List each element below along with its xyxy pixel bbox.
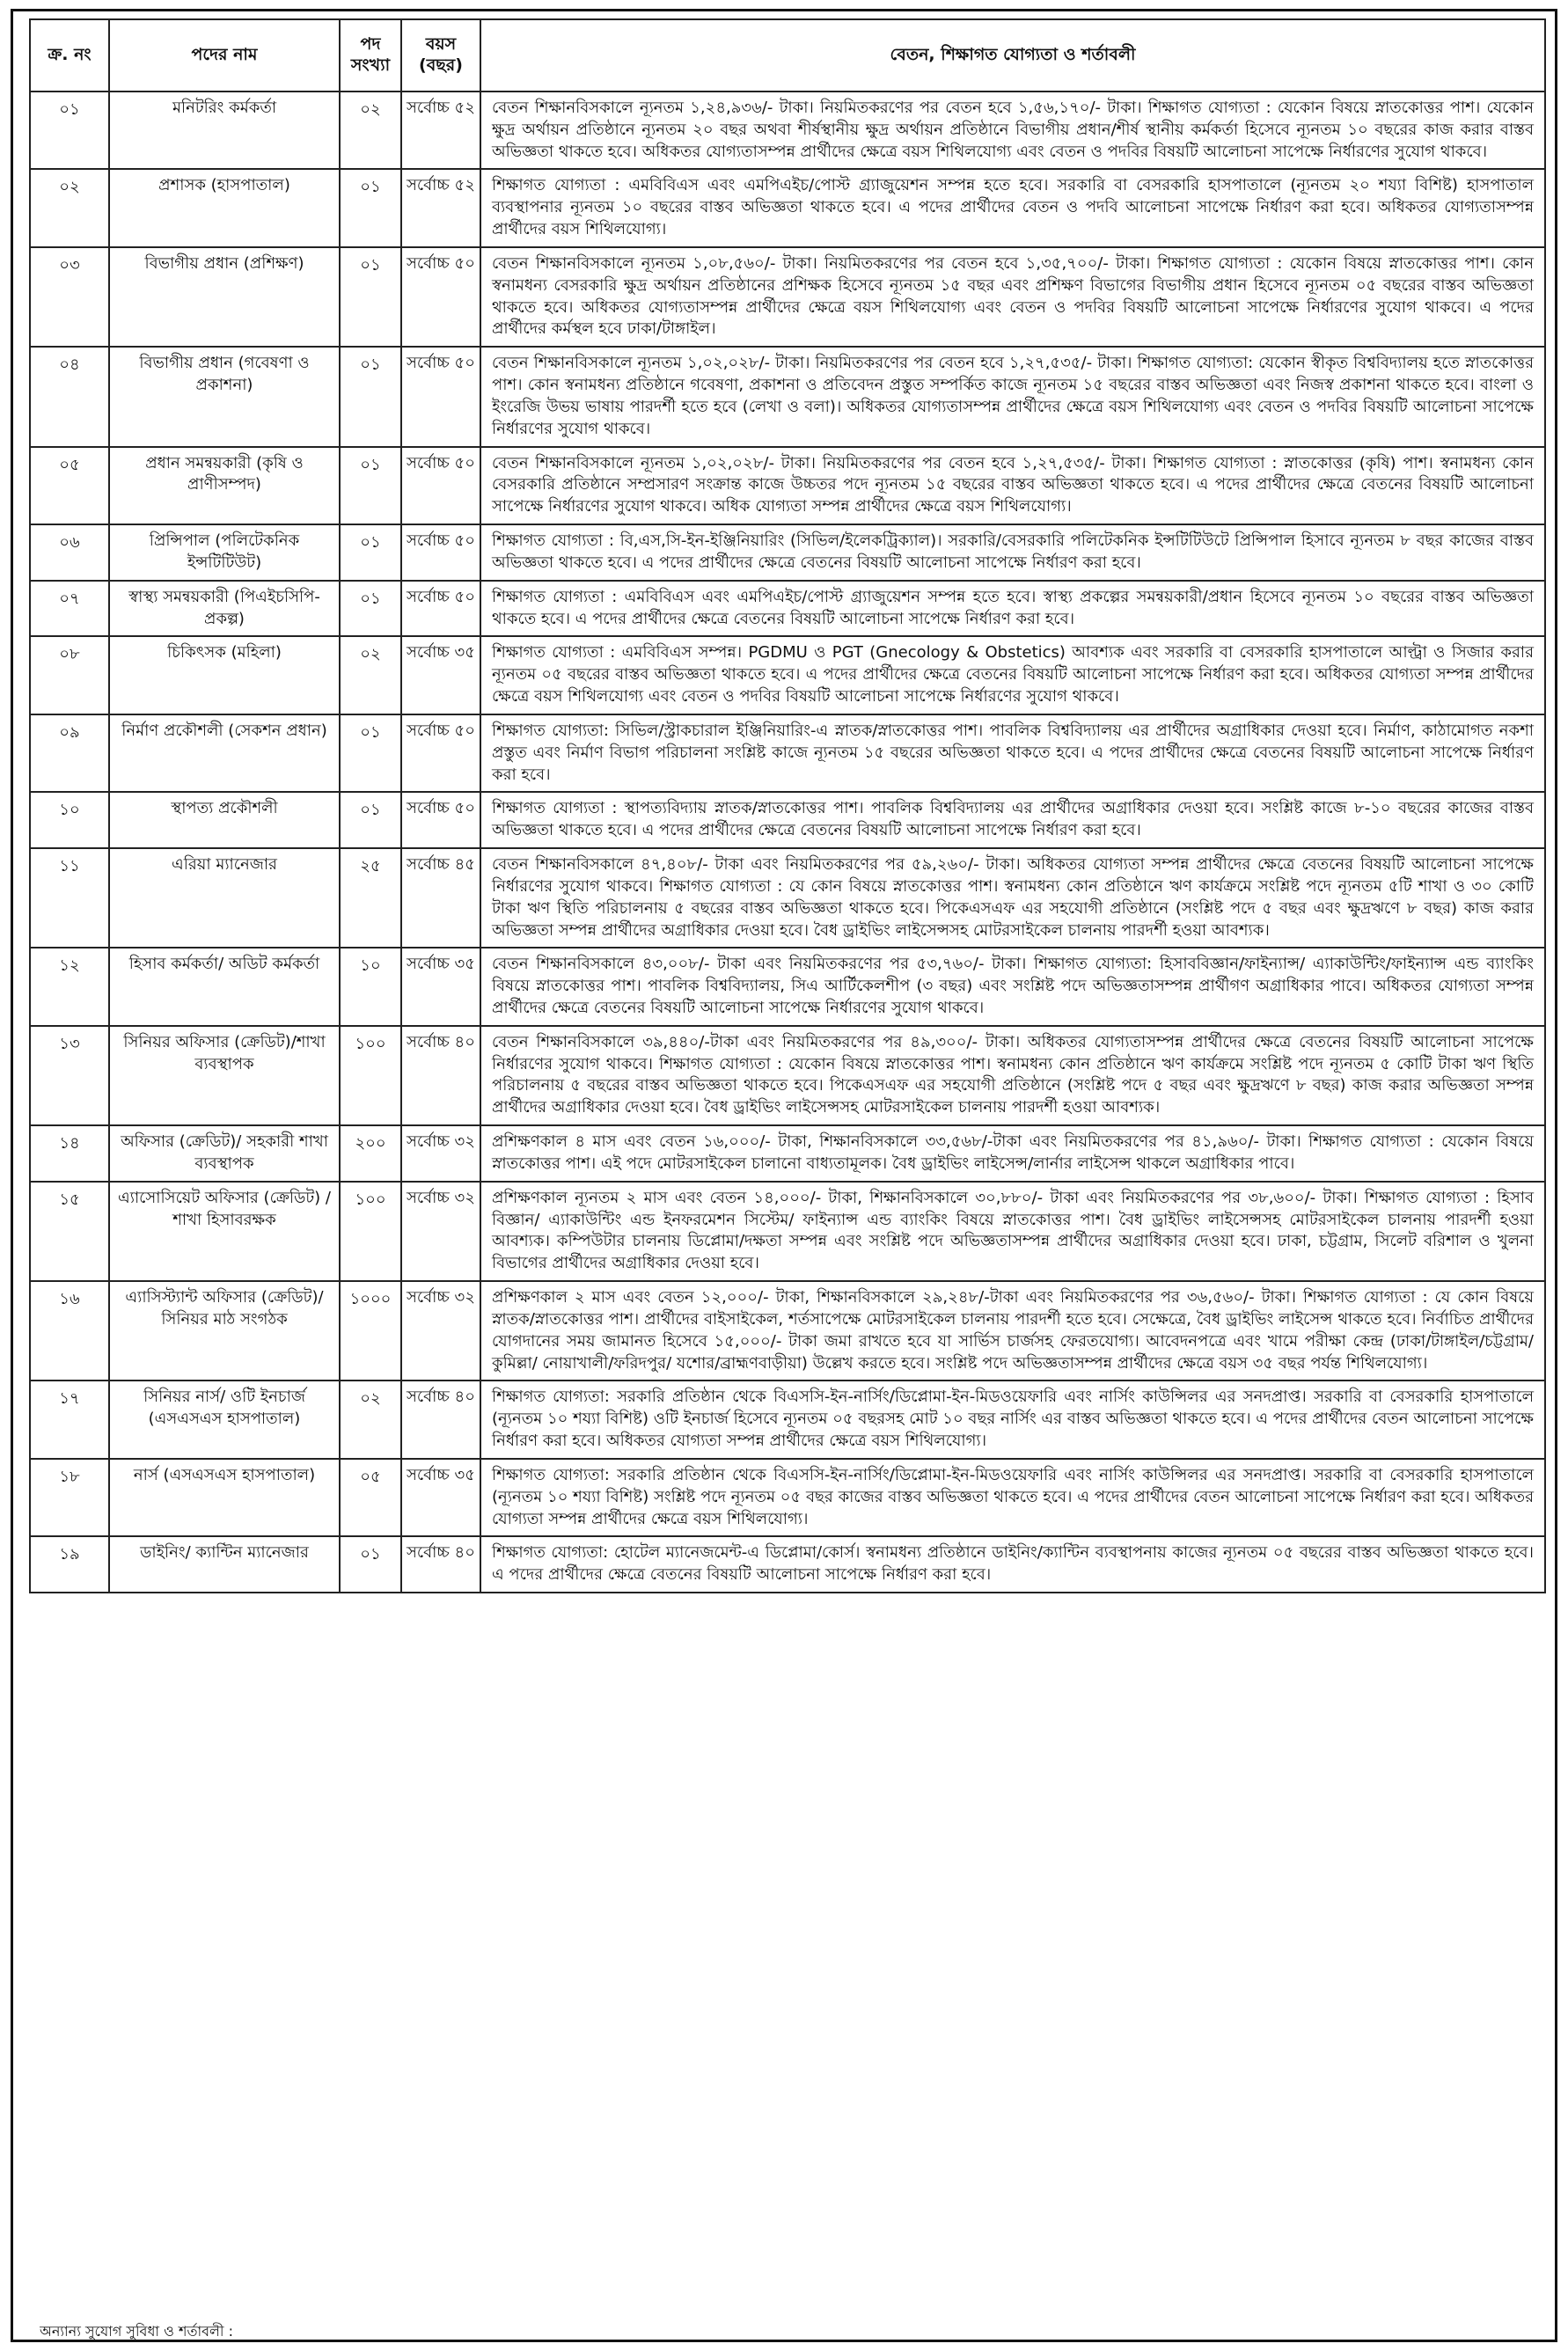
post-count-cell: ২৫	[340, 848, 401, 948]
serial-number-cell: ১৫	[30, 1182, 109, 1281]
post-name-cell: স্থাপত্য প্রকৌশলী	[109, 792, 340, 848]
details-cell: বেতন শিক্ষানবিসকালে ৪৩,০০৮/- টাকা এবং নিয়মিতকরণের পর ৫৩,৭৬০/- টাকা। শিক্ষাগত যোগ্যতা: হিসাববিজ্ঞান/ফাইন্যান্স/ এ্যাকাউন্টিং/ফাইন্যান্স এন্ড ব্যাংকিং বিষয়ে স্নাতকোত্তর পাশ। পাবলিক বিশ্ববিদ্যালয়, সিএ আর্টিকেলশীপ (৩ বছর) এবং সংশ্লিষ্ট পদে অভিজ্ঞতাসম্পন্ন প্রার্থীগণ অগ্রাধিকার পাবে। অধিকতর যোগ্যতা সম্পন্ন প্রার্থীদের ক্ষেত্রে বেতনের বিষয়টি আলোচনা সাপেক্ষে নির্ধারণের সুযোগ থাকবে।	[480, 948, 1545, 1025]
details-cell: প্রশিক্ষণকাল ২ মাস এবং বেতন ১২,০০০/- টাকা, শিক্ষানবিসকালে ২৯,২৪৮/-টাকা এবং নিয়মিতকরণের পর ৩৬,৫৬০/- টাকা। শিক্ষাগত যোগ্যতা : যে কোন বিষয়ে স্নাতক/স্নাতকোত্তর পাশ। প্রার্থীদের বাইসাইকেল, শর্তসাপেক্ষে মোটরসাইকেল চালনায় পারদর্শী হতে হবে। সেক্ষেত্রে, বৈধ ড্রাইভিং লাইসেন্স থাকতে হবে। নির্বাচিত প্রার্থীদের যোগদানের সময় জামানত হিসেবে ১৫,০০০/- টাকা জমা রাখতে হবে যা সার্ভিস চার্জসহ ফেরতযোগ্য। আবেদনপত্রে এবং খামে পরীক্ষা কেন্দ্র (ঢাকা/টাঙ্গাইল/চট্টগ্রাম/কুমিল্লা/ নোয়াখালী/ফরিদপুর/ যশোর/ব্রাহ্মণবাড়ীয়া) উল্লেখ করতে হবে। সংশ্লিষ্ট পদে অভিজ্ঞতাসম্পন্ন প্রার্থীদের ক্ষেত্রে বয়স ৩৫ বছর পর্যন্ত শিথিলযোগ্য।	[480, 1281, 1545, 1381]
post-count-cell: ১০০	[340, 1182, 401, 1281]
details-cell: শিক্ষাগত যোগ্যতা: হোটেল ম্যানেজমেন্ট-এ ডিপ্লোমা/কোর্স। স্বনামধন্য প্রতিষ্ঠানে ডাইনিং/ক্যান্টিন ব্যবস্থাপনায় কাজের ন্যূনতম ০৫ বছরের বাস্তব অভিজ্ঞতা থাকতে হবে। এ পদের প্রার্থীদের ক্ষেত্রে বেতনের বিষয়টি আলোচনা সাপেক্ষে নির্ধারণ করা হবে।	[480, 1536, 1545, 1593]
serial-number-cell: ১৯	[30, 1536, 109, 1593]
details-cell: বেতন শিক্ষানবিসকালে ন্যূনতম ১,২৪,৯৩৬/- টাকা। নিয়মিতকরণের পর বেতন হবে ১,৫৬,১৭০/- টাকা। শিক্ষাগত যোগ্যতা : যেকোন বিষয়ে স্নাতকোত্তর পাশ। যেকোন ক্ষুদ্র অর্থায়ন প্রতিষ্ঠানে ন্যূনতম ২০ বছর অথবা শীর্ষস্থানীয় ক্ষুদ্র অর্থায়ন প্রতিষ্ঠানে বিভাগীয় প্রধান/শীর্ষ স্থানীয় কর্মকর্তা হিসেবে ন্যূনতম ১০ বছরের কাজ করার বাস্তব অভিজ্ঞতা থাকতে হবে। অধিকতর যোগ্যতাসম্পন্ন প্রার্থীদের ক্ষেত্রে বয়স শিথিলযোগ্য এবং বেতন ও পদবির বিষয়টি আলোচনা সাপেক্ষে নির্ধারণের সুযোগ থাকবে।	[480, 92, 1545, 169]
footer-note: অন্যান্য সুযোগ সুবিধা ও শর্তাবলী :	[40, 2323, 233, 2340]
table-row	[30, 169, 1545, 246]
post-name-cell: প্রিন্সিপাল (পলিটেকনিক ইন্সটিটিউট)	[109, 524, 340, 581]
age-limit-cell: সর্বোচ্চ ৫০	[401, 247, 480, 347]
post-name-cell: বিভাগীয় প্রধান (প্রশিক্ষণ)	[109, 247, 340, 347]
post-name-cell: প্রশাসক (হাসপাতাল)	[109, 169, 340, 246]
serial-number-cell: ১৬	[30, 1281, 109, 1381]
details-cell: শিক্ষাগত যোগ্যতা : এমবিবিএস এবং এমপিএইচ/পোস্ট গ্র্যাজুয়েশন সম্পন্ন হতে হবে। স্বাস্থ্য প্রকল্পের সমন্বয়কারী/প্রধান হিসেবে ন্যূনতম ১০ বছরের বাস্তব অভিজ্ঞতা থাকতে হবে। এ পদের প্রার্থীদের ক্ষেত্রে বেতনের বিষয়টি আলোচনা সাপেক্ষে নির্ধারণ করা হবে।	[480, 581, 1545, 637]
post-count-cell: ০১	[340, 581, 401, 637]
details-cell: বেতন শিক্ষানবিসকালে ৩৯,৪৪০/-টাকা এবং নিয়মিতকরণের পর ৪৯,৩০০/- টাকা। অধিকতর যোগ্যতাসম্পন্ন প্রার্থীদের ক্ষেত্রে বেতনের বিষয়টি আলোচনা সাপেক্ষে নির্ধারণের সুযোগ থাকবে। শিক্ষাগত যোগ্যতা : যেকোন বিষয়ে স্নাতকোত্তর পাশ। স্বনামধন্য কোন প্রতিষ্ঠানে ঋণ কার্যক্রমে সংশ্লিষ্ট পদে ন্যূনতম ৫ কোটি টাকা ঋণ স্থিতি পরিচালনায় ৫ বছরের বাস্তব অভিজ্ঞতা থাকতে হবে। পিকেএসএফ এর সহযোগী প্রতিষ্ঠানে (সংশ্লিষ্ট পদে ৫ বছর এবং ক্ষুদ্রঋণে ৮ বছর) কাজ করার অভিজ্ঞতা সম্পন্ন প্রার্থীদের অগ্রাধিকার দেওয়া হবে। বৈধ ড্রাইভিং লাইসেন্সসহ মোটরসাইকেল চালনায় পারদর্শী হওয়া আবশ্যক।	[480, 1026, 1545, 1125]
details-cell: শিক্ষাগত যোগ্যতা : স্থাপত্যবিদ্যায় স্নাতক/স্নাতকোত্তর পাশ। পাবলিক বিশ্ববিদ্যালয় এর প্রার্থীদের অগ্রাধিকার দেওয়া হবে। সংশ্লিষ্ট কাজে ৮-১০ বছরের কাজের বাস্তব অভিজ্ঞতা থাকতে হবে। এ পদের প্রার্থীদের ক্ষেত্রে বেতনের বিষয়টি আলোচনা সাপেক্ষে নির্ধারণ করা হবে।	[480, 792, 1545, 848]
table-header-row	[30, 19, 1545, 92]
serial-number-cell: ১৭	[30, 1381, 109, 1458]
post-count-cell: ০১	[340, 447, 401, 524]
post-name-cell: সিনিয়র অফিসার (ক্রেডিট)/শাখা ব্যবস্থাপক	[109, 1026, 340, 1125]
table-row	[30, 347, 1545, 446]
header-post-name: পদের নাম	[109, 19, 340, 92]
age-limit-cell: সর্বোচ্চ ৩৫	[401, 636, 480, 714]
table-row	[30, 1381, 1545, 1458]
post-name-cell: এ্যাসিস্ট্যান্ট অফিসার (ক্রেডিট)/ সিনিয়র মাঠ সংগঠক	[109, 1281, 340, 1381]
serial-number-cell: ০১	[30, 92, 109, 169]
post-count-cell: ০২	[340, 1381, 401, 1458]
age-limit-cell: সর্বোচ্চ ৫০	[401, 347, 480, 446]
serial-number-cell: ১০	[30, 792, 109, 848]
post-name-cell: এ্যাসোসিয়েট অফিসার (ক্রেডিট) /শাখা হিসাবরক্ষক	[109, 1182, 340, 1281]
age-limit-cell: সর্বোচ্চ ৫০	[401, 524, 480, 581]
post-count-cell: ০১	[340, 347, 401, 446]
post-count-cell: ০১	[340, 714, 401, 792]
jobs-table-container	[29, 18, 1544, 1593]
table-row	[30, 524, 1545, 581]
details-cell: বেতন শিক্ষানবিসকালে ন্যূনতম ১,০২,০২৮/- টাকা। নিয়মিতকরণের পর বেতন হবে ১,২৭,৫৩৫/- টাকা। শিক্ষাগত যোগ্যতা : স্নাতকোত্তর (কৃষি) পাশ। স্বনামধন্য কোন বেসরকারি প্রতিষ্ঠানে সম্প্রসারণ সংক্রান্ত কাজে উচ্চতর পদে ন্যূনতম ১৫ বছরের বাস্তব অভিজ্ঞতা থাকতে হবে। এ পদের প্রার্থীদের ক্ষেত্রে বেতনের বিষয়টি আলোচনা সাপেক্ষে নির্ধারণের সুযোগ থাকবে। অধিক যোগ্যতা সম্পন্ন প্রার্থীদের ক্ষেত্রে বয়স শিথিলযোগ্য।	[480, 447, 1545, 524]
age-limit-cell: সর্বোচ্চ ৩২	[401, 1182, 480, 1281]
document-sheet	[11, 9, 1557, 2342]
details-cell: প্রশিক্ষণকাল ৪ মাস এবং বেতন ১৬,০০০/- টাকা, শিক্ষানবিসকালে ৩৩,৫৬৮/-টাকা এবং নিয়মিতকরণের পর ৪১,৯৬০/- টাকা। শিক্ষাগত যোগ্যতা : যেকোন বিষয়ে স্নাতকোত্তর পাশ। এই পদে মোটরসাইকেল চালানো বাধ্যতামূলক। বৈধ ড্রাইভিং লাইসেন্স/লার্নার লাইসেন্স থাকলে অগ্রাধিকার পাবে।	[480, 1125, 1545, 1182]
post-count-cell: ১০	[340, 948, 401, 1025]
table-row	[30, 792, 1545, 848]
table-row	[30, 247, 1545, 347]
serial-number-cell: ১৮	[30, 1459, 109, 1536]
serial-number-cell: ০৭	[30, 581, 109, 637]
serial-number-cell: ১৩	[30, 1026, 109, 1125]
post-name-cell: মনিটরিং কর্মকর্তা	[109, 92, 340, 169]
table-row	[30, 1026, 1545, 1125]
details-cell: প্রশিক্ষণকাল ন্যূনতম ২ মাস এবং বেতন ১৪,০০০/- টাকা, শিক্ষানবিসকালে ৩০,৮৮০/- টাকা এবং নিয়মিতকরণের পর ৩৮,৬০০/- টাকা। শিক্ষাগত যোগ্যতা : হিসাব বিজ্ঞান/ এ্যাকাউন্টিং এন্ড ইনফরমেশন সিস্টেম/ ফাইন্যান্স এন্ড ব্যাংকিং বিষয়ে স্নাতকোত্তর পাশ। বৈধ ড্রাইভিং লাইসেন্সসহ মোটরসাইকেল চালনায় পারদর্শী হওয়া আবশ্যক। কম্পিউটার চালনায় ডিপ্লোমা/দক্ষতা সম্পন্ন এবং সংশ্লিষ্ট পদে অভিজ্ঞতাসম্পন্ন প্রার্থীদের অগ্রাধিকার দেওয়া হবে। ঢাকা, চট্টগ্রাম, সিলেট বরিশাল ও খুলনা বিভাগের প্রার্থীদের অগ্রাধিকার দেওয়া হবে।	[480, 1182, 1545, 1281]
post-name-cell: চিকিৎসক (মহিলা)	[109, 636, 340, 714]
serial-number-cell: ০৪	[30, 347, 109, 446]
post-name-cell: এরিয়া ম্যানেজার	[109, 848, 340, 948]
age-limit-cell: সর্বোচ্চ ৫২	[401, 92, 480, 169]
post-name-cell: নির্মাণ প্রকৌশলী (সেকশন প্রধান)	[109, 714, 340, 792]
post-name-cell: প্রধান সমন্বয়কারী (কৃষি ও প্রাণীসম্পদ)	[109, 447, 340, 524]
post-count-cell: ১০০	[340, 1026, 401, 1125]
post-count-cell: ০১	[340, 1536, 401, 1593]
details-cell: বেতন শিক্ষানবিসকালে ৪৭,৪০৮/- টাকা এবং নিয়মিতকরণের পর ৫৯,২৬০/- টাকা। অধিকতর যোগ্যতা সম্পন্ন প্রার্থীদের ক্ষেত্রে বেতনের বিষয়টি আলোচনা সাপেক্ষে নির্ধারণের সুযোগ থাকবে। শিক্ষাগত যোগ্যতা : যে কোন বিষয়ে স্নাতকোত্তর পাশ। স্বনামধন্য কোন প্রতিষ্ঠানে ঋণ কার্যক্রমে সংশ্লিষ্ট পদে ন্যূনতম ৫টি শাখা ও ৩০ কোটি টাকা ঋণ স্থিতি পরিচালনায় ৫ বছরের বাস্তব অভিজ্ঞতা থাকতে হবে। পিকেএসএফ এর সহযোগী প্রতিষ্ঠানে (সংশ্লিষ্ট পদে ৫ বছর এবং ক্ষুদ্রঋণে ৮ বছর) কাজ করার অভিজ্ঞতা সম্পন্ন প্রার্থীদের অগ্রাধিকার দেওয়া হবে। বৈধ ড্রাইভিং লাইসেন্সসহ মোটরসাইকেল চালনায় পারদর্শী হওয়া আবশ্যক।	[480, 848, 1545, 948]
serial-number-cell: ০২	[30, 169, 109, 246]
table-row	[30, 92, 1545, 169]
details-cell: শিক্ষাগত যোগ্যতা : এমবিবিএস সম্পন্ন। PGDMU ও PGT (Gnecology & Obstetics) আবশ্যক এবং সরকারি বা বেসরকারি হাসপাতালে আল্ট্রা ও সিজার করার ন্যূনতম ০৫ বছরের বাস্তব অভিজ্ঞতা থাকতে হবে। এ পদের প্রার্থীদের ক্ষেত্রে বেতনের বিষয়টি আলোচনা সাপেক্ষে নির্ধারণ করা হবে। অধিকতর যোগ্যতা সম্পন্ন প্রার্থীদের ক্ষেত্রে বয়স শিথিলযোগ্য এবং বেতন ও পদবির বিষয়টি আলোচনা সাপেক্ষে নির্ধারণের সুযোগ থাকবে।	[480, 636, 1545, 714]
header-post-count: পদ সংখ্যা	[340, 19, 401, 92]
post-count-cell: ০১	[340, 524, 401, 581]
serial-number-cell: ০৯	[30, 714, 109, 792]
post-name-cell: স্বাস্থ্য সমন্বয়কারী (পিএইচসিপি-প্রকল্প)	[109, 581, 340, 637]
age-limit-cell: সর্বোচ্চ ৪০	[401, 1026, 480, 1125]
details-cell: শিক্ষাগত যোগ্যতা: সরকারি প্রতিষ্ঠান থেকে বিএসসি-ইন-নার্সিং/ডিপ্লোমা-ইন-মিডওয়েফারি এবং নার্সিং কাউন্সিলর এর সনদপ্রাপ্ত। সরকারি বা বেসরকারি হাসপাতালে (ন্যূনতম ১০ শয্যা বিশিষ্ট) ওটি ইনচার্জ হিসেবে ন্যূনতম ০৫ বছরসহ মোট ১০ বছর নার্সিং এর বাস্তব অভিজ্ঞতা থাকতে হবে। এ পদের প্রার্থীদের বেতন আলোচনা সাপেক্ষে নির্ধারণ করা হবে। অধিকতর যোগ্যতা সম্পন্ন প্রার্থীদের ক্ষেত্রে বয়স শিথিলযোগ্য।	[480, 1381, 1545, 1458]
table-row	[30, 636, 1545, 714]
serial-number-cell: ১১	[30, 848, 109, 948]
post-name-cell: অফিসার (ক্রেডিট)/ সহকারী শাখা ব্যবস্থাপক	[109, 1125, 340, 1182]
serial-number-cell: ০৩	[30, 247, 109, 347]
details-cell: শিক্ষাগত যোগ্যতা: সিভিল/স্ট্রাকচারাল ইঞ্জিনিয়ারিং-এ স্নাতক/স্নাতকোত্তর পাশ। পাবলিক বিশ্ববিদ্যালয় এর প্রার্থীদের অগ্রাধিকার দেওয়া হবে। নির্মাণ, কাঠামোগত নকশা প্রস্তুত এবং নির্মাণ বিভাগ পরিচালনা সংশ্লিষ্ট কাজে ন্যূনতম ১৫ বছরের অভিজ্ঞতা থাকতে হবে। এ পদের প্রার্থীদের ক্ষেত্রে বেতনের বিষয়টি আলোচনা সাপেক্ষে নির্ধারণ করা হবে।	[480, 714, 1545, 792]
serial-number-cell: ১২	[30, 948, 109, 1025]
serial-number-cell: ১৪	[30, 1125, 109, 1182]
age-limit-cell: সর্বোচ্চ ৫০	[401, 447, 480, 524]
post-name-cell: হিসাব কর্মকর্তা/ অডিট কর্মকর্তা	[109, 948, 340, 1025]
post-count-cell: ০১	[340, 247, 401, 347]
post-name-cell: নার্স (এসএসএস হাসপাতাল)	[109, 1459, 340, 1536]
age-limit-cell: সর্বোচ্চ ৪০	[401, 1381, 480, 1458]
table-row	[30, 1182, 1545, 1281]
header-details: বেতন, শিক্ষাগত যোগ্যতা ও শর্তাবলী	[480, 19, 1545, 92]
age-limit-cell: সর্বোচ্চ ৫২	[401, 169, 480, 246]
header-serial: ক্র. নং	[30, 19, 109, 92]
post-count-cell: ০১	[340, 169, 401, 246]
details-cell: শিক্ষাগত যোগ্যতা : এমবিবিএস এবং এমপিএইচ/পোস্ট গ্র্যাজুয়েশন সম্পন্ন হতে হবে। সরকারি বা বেসরকারি হাসপাতালে (ন্যূনতম ২০ শয্যা বিশিষ্ট) হাসপাতাল ব্যবস্থাপনার ন্যূনতম ১০ বছরের বাস্তব অভিজ্ঞতা থাকতে হবে। এ পদের প্রার্থীদের বেতন ও পদবি আলোচনা সাপেক্ষে নির্ধারণ করা হবে। অধিকতর যোগ্যতাসম্পন্ন প্রার্থীদের বয়স শিথিলযোগ্য।	[480, 169, 1545, 246]
age-limit-cell: সর্বোচ্চ ৫০	[401, 714, 480, 792]
serial-number-cell: ০৬	[30, 524, 109, 581]
header-age: বয়স (বছর)	[401, 19, 480, 92]
serial-number-cell: ০৮	[30, 636, 109, 714]
post-count-cell: ২০০	[340, 1125, 401, 1182]
table-row	[30, 447, 1545, 524]
table-row	[30, 948, 1545, 1025]
post-name-cell: সিনিয়র নার্স/ ওটি ইনচার্জ (এসএসএস হাসপাতাল)	[109, 1381, 340, 1458]
table-row	[30, 848, 1545, 948]
table-row	[30, 1125, 1545, 1182]
post-count-cell: ০৫	[340, 1459, 401, 1536]
age-limit-cell: সর্বোচ্চ ৩২	[401, 1281, 480, 1381]
age-limit-cell: সর্বোচ্চ ৩২	[401, 1125, 480, 1182]
serial-number-cell: ০৫	[30, 447, 109, 524]
details-cell: বেতন শিক্ষানবিসকালে ন্যূনতম ১,০২,০২৮/- টাকা। নিয়মিতকরণের পর বেতন হবে ১,২৭,৫৩৫/- টাকা। শিক্ষাগত যোগ্যতা: যেকোন স্বীকৃত বিশ্ববিদ্যালয় হতে স্নাতকোত্তর পাশ। কোন স্বনামধন্য প্রতিষ্ঠানে গবেষণা, প্রকাশনা ও প্রতিবেদন প্রস্তুত সম্পর্কিত কাজে ন্যূনতম ১৫ বছরের বাস্তব অভিজ্ঞতা এবং নিজস্ব প্রকাশনা থাকতে হবে। বাংলা ও ইংরেজি উভয় ভাষায় পারদর্শী হতে হবে (লেখা ও বলা)। অধিকতর যোগ্যতাসম্পন্ন প্রার্থীদের ক্ষেত্রে বয়স শিথিলযোগ্য এবং বেতন ও পদবির বিষয়টি আলোচনা সাপেক্ষে নির্ধারণের সুযোগ থাকবে।	[480, 347, 1545, 446]
jobs-table	[29, 18, 1546, 1593]
age-limit-cell: সর্বোচ্চ ৩৫	[401, 948, 480, 1025]
post-count-cell: ০১	[340, 792, 401, 848]
table-row	[30, 1459, 1545, 1536]
table-row	[30, 1536, 1545, 1593]
details-cell: শিক্ষাগত যোগ্যতা : বি,এস,সি-ইন-ইঞ্জিনিয়ারিং (সিভিল/ইলেকট্রিক্যাল)। সরকারি/বেসরকারি পলিটেকনিক ইন্সটিটিউটে প্রিন্সিপাল হিসাবে ন্যূনতম ৮ বছর কাজের বাস্তব অভিজ্ঞতা থাকতে হবে। এ পদের প্রার্থীদের ক্ষেত্রে বেতনের বিষয়টি আলোচনা সাপেক্ষে নির্ধারণ করা হবে।	[480, 524, 1545, 581]
post-name-cell: বিভাগীয় প্রধান (গবেষণা ও প্রকাশনা)	[109, 347, 340, 446]
age-limit-cell: সর্বোচ্চ ৪০	[401, 1536, 480, 1593]
age-limit-cell: সর্বোচ্চ ৫০	[401, 792, 480, 848]
age-limit-cell: সর্বোচ্চ ৫০	[401, 581, 480, 637]
table-row	[30, 1281, 1545, 1381]
table-row	[30, 581, 1545, 637]
age-limit-cell: সর্বোচ্চ ৩৫	[401, 1459, 480, 1536]
post-count-cell: ০২	[340, 636, 401, 714]
age-limit-cell: সর্বোচ্চ ৪৫	[401, 848, 480, 948]
post-count-cell: ১০০০	[340, 1281, 401, 1381]
table-body	[30, 92, 1545, 1593]
details-cell: শিক্ষাগত যোগ্যতা: সরকারি প্রতিষ্ঠান থেকে বিএসসি-ইন-নার্সিং/ডিপ্লোমা-ইন-মিডওয়েফারি এবং নার্সিং কাউন্সিলর এর সনদপ্রাপ্ত। সরকারি বা বেসরকারি হাসপাতালে (ন্যূনতম ১০ শয্যা বিশিষ্ট) সংশ্লিষ্ট পদে ন্যূনতম ০৫ বছর কাজের বাস্তব অভিজ্ঞতা থাকতে হবে। এ পদের প্রার্থীদের বেতন আলোচনা সাপেক্ষে নির্ধারণ করা হবে। অধিকতর যোগ্যতা সম্পন্ন প্রার্থীদের ক্ষেত্রে বয়স শিথিলযোগ্য।	[480, 1459, 1545, 1536]
post-count-cell: ০২	[340, 92, 401, 169]
details-cell: বেতন শিক্ষানবিসকালে ন্যূনতম ১,০৮,৫৬০/- টাকা। নিয়মিতকরণের পর বেতন হবে ১,৩৫,৭০০/- টাকা। শিক্ষাগত যোগ্যতা : যেকোন বিষয়ে স্নাতকোত্তর পাশ। কোন স্বনামধন্য বেসরকারি ক্ষুদ্র অর্থায়ন প্রতিষ্ঠানের প্রশিক্ষক হিসেবে ন্যূনতম ১৫ বছর এবং প্রশিক্ষণ বিভাগের বিভাগীয় প্রধান হিসেবে ন্যূনতম ০৫ বছরের বাস্তব অভিজ্ঞতা থাকতে হবে। অধিকতর যোগ্যতাসম্পন্ন প্রার্থীদের ক্ষেত্রে বয়স শিথিলযোগ্য এবং বেতন ও পদবির বিষয়টি আলোচনা সাপেক্ষে নির্ধারণের সুযোগ থাকবে। এ পদের প্রার্থীদের কর্মস্থল হবে ঢাকা/টাঙ্গাইল।	[480, 247, 1545, 347]
post-name-cell: ডাইনিং/ ক্যান্টিন ম্যানেজার	[109, 1536, 340, 1593]
table-row	[30, 714, 1545, 792]
